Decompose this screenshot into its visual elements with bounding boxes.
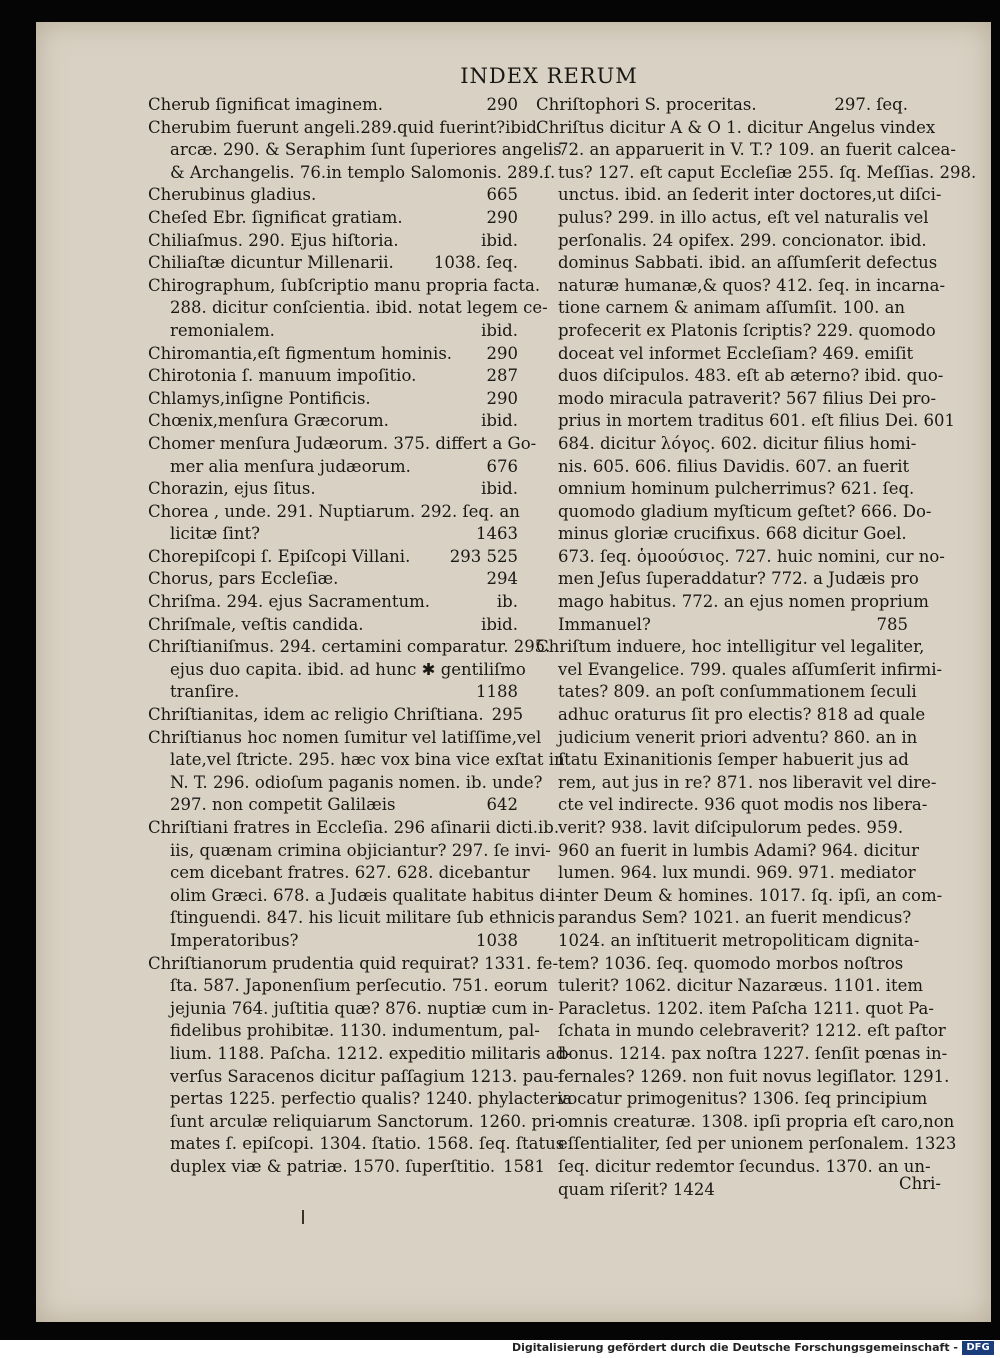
entry-text: tates? 809. an poſt conſummationem ſeculi xyxy=(558,682,917,702)
entry-text: tem? 1036. ſeq. quomodo morbos noſtros xyxy=(558,953,904,973)
index-line xyxy=(536,162,977,185)
entry-text: duplex viæ & patriæ. 1570. ſuperſtitio. xyxy=(170,1156,496,1176)
entry-text: mer alia menſura judæorum. xyxy=(170,456,411,476)
page-reference: ibid. xyxy=(481,320,518,340)
entry-text: late,vel ſtricte. 295. hæc vox bina vice exſtat in xyxy=(170,750,565,770)
entry-text: Chriſtophori S. proceritas. xyxy=(536,95,757,114)
index-line xyxy=(148,727,542,750)
entry-text: Chiliaſmus. 290. Ejus hiſtoria. xyxy=(148,230,399,250)
index-line xyxy=(536,184,942,207)
index-entry xyxy=(148,614,518,637)
index-entry xyxy=(148,953,573,1179)
index-line xyxy=(536,297,908,320)
entry-text: ſta. 587. Japonenſium perſecutio. 751. eorum xyxy=(170,976,548,996)
page-reference: 287 xyxy=(486,366,518,386)
entry-text: Chriſtus dicitur A & O 1. dicitur Angelus vindex xyxy=(536,117,936,137)
entry-text: mates ſ. epiſcopi. 1304. ſtatio. 1568. ſeq. ſtatus xyxy=(170,1134,565,1154)
index-entry xyxy=(148,433,537,478)
entry-text: Chorazin, ejus ſitus. xyxy=(148,479,316,499)
entry-text: rem, aut jus in re? 871. nos liberavit vel dire- xyxy=(558,772,937,792)
index-line xyxy=(148,998,554,1021)
index-line xyxy=(536,501,932,524)
index-entry xyxy=(148,117,562,185)
index-entry xyxy=(536,94,908,117)
entry-text: Chriſtianitas, idem ac religio Chriſtiana. xyxy=(148,705,484,725)
index-entry xyxy=(148,94,518,117)
index-entry xyxy=(148,727,565,817)
book-page xyxy=(36,22,991,1322)
index-line xyxy=(148,907,556,930)
entry-text: pertas 1225. perfectio qualis? 1240. phylacteria xyxy=(170,1089,573,1109)
index-entry xyxy=(148,230,518,253)
entry-text: fernales? 1269. non fuit novus legiſlator. 1291. xyxy=(558,1066,950,1086)
index-line xyxy=(148,1020,540,1043)
index-line xyxy=(536,1088,928,1111)
page-reference: 1581 xyxy=(503,1156,546,1176)
entry-text: Paracletus. 1202. item Paſcha 1211. quot Pa- xyxy=(558,998,934,1018)
index-line xyxy=(536,94,908,117)
entry-text: tranſire. xyxy=(170,682,240,702)
index-line xyxy=(536,230,927,253)
entry-text: minus gloriæ crucifixus. 668 dicitur Goel. xyxy=(558,524,907,544)
entry-text: Chriſma. 294. ejus Sacramentum. xyxy=(148,592,430,612)
index-line xyxy=(148,659,526,682)
index-line xyxy=(536,998,934,1021)
index-line xyxy=(536,930,920,953)
entry-text: Chriſtianus hoc nomen ſumitur vel latiſſime,vel xyxy=(148,727,542,747)
index-line xyxy=(536,252,938,275)
index-entry xyxy=(148,501,518,546)
index-line xyxy=(536,388,937,411)
entry-text: ejus duo capita. ibid. ad hunc ✱ gentiliſmo xyxy=(170,659,526,679)
entry-text: & Archangelis. 76.in templo Salomonis. 289.ſ. xyxy=(170,162,556,182)
index-line xyxy=(148,1088,573,1111)
entry-text: bonus. 1214. pax noſtra 1227. ſenſit pœnas in- xyxy=(558,1043,948,1063)
entry-text: inter Deum & homines. 1017. ſq. ipſi, an com- xyxy=(558,885,943,905)
index-entry xyxy=(148,252,518,275)
index-line xyxy=(148,1156,546,1179)
index-line xyxy=(148,478,518,501)
index-line xyxy=(536,885,943,908)
catchword: Chri- xyxy=(899,1174,941,1193)
index-line xyxy=(536,862,916,885)
page-reference: 642 xyxy=(486,795,518,815)
index-line xyxy=(148,885,561,908)
index-line xyxy=(148,410,518,433)
page-reference: 290 xyxy=(486,95,518,114)
index-entry xyxy=(148,275,548,343)
index-entry xyxy=(148,365,518,388)
page-reference: 293 525 xyxy=(449,546,518,566)
index-line xyxy=(536,659,943,682)
index-line xyxy=(148,343,518,366)
entry-text: fidelibus prohibitæ. 1130. indumentum, pal- xyxy=(170,1021,540,1041)
entry-text: naturæ humanæ,& quos? 412. ſeq. in incarna- xyxy=(558,275,946,295)
page-reference: 290 xyxy=(486,343,518,363)
entry-text: Chorea , unde. 291. Nuptiarum. 292. ſeq. an xyxy=(148,501,520,521)
index-entry xyxy=(148,343,518,366)
entry-text: Chirographum, ſubſcriptio manu propria facta. xyxy=(148,275,541,295)
entry-text: Chorus, pars Eccleſiæ. xyxy=(148,569,339,589)
index-entry xyxy=(148,704,524,727)
entry-text: pulus? 299. in illo actus, eſt vel naturalis vel xyxy=(558,207,929,227)
index-line xyxy=(148,817,560,840)
index-entry xyxy=(536,117,977,637)
entry-text: cem dicebant fratres. 627. 628. dicebantur xyxy=(170,863,530,883)
index-line xyxy=(536,139,956,162)
index-line xyxy=(148,94,518,117)
entry-text: Chiliaſtæ dicuntur Millenarii. xyxy=(148,253,394,273)
index-entry xyxy=(148,591,518,614)
index-line xyxy=(148,636,551,659)
page-reference: 290 xyxy=(486,207,518,227)
index-entry xyxy=(148,388,518,411)
entry-text: omnis creaturæ. 1308. ipſi propria eſt caro,non xyxy=(558,1111,955,1131)
index-line xyxy=(536,975,923,998)
index-line xyxy=(148,230,518,253)
entry-text: ſtinguendi. 847. his licuit militare ſub ethnicis xyxy=(170,908,556,928)
entry-text: Chiromantia,eſt figmentum hominis. xyxy=(148,343,453,363)
index-line xyxy=(148,568,518,591)
entry-text: iis, quænam crimina objiciantur? 297. ſe invi- xyxy=(170,840,551,860)
page-reference: 297. ſeq. xyxy=(834,95,908,114)
entry-text: Imperatoribus? xyxy=(170,930,299,950)
entry-text: 1024. an inſtituerit metropoliticam dignita- xyxy=(558,930,920,950)
index-line xyxy=(148,953,559,976)
entry-text: quam riſerit? 1424 xyxy=(558,1179,715,1199)
index-line xyxy=(148,681,518,704)
entry-text: Chorepiſcopi ſ. Epiſcopi Villani. xyxy=(148,546,411,566)
index-line xyxy=(536,365,944,388)
index-line xyxy=(148,794,518,817)
page-reference: ibid. xyxy=(481,614,518,634)
entry-text: perſonalis. 24 opifex. 299. concionator. ibid. xyxy=(558,230,927,250)
index-line xyxy=(536,546,945,569)
index-line xyxy=(536,433,917,456)
entry-text: Chriſtum induere, hoc intelligitur vel legaliter, xyxy=(536,637,925,657)
page-reference: 1188 xyxy=(476,682,518,702)
index-line xyxy=(536,1133,957,1156)
index-column-right xyxy=(536,94,977,1201)
index-line xyxy=(148,117,543,140)
index-line xyxy=(536,1020,946,1043)
index-line xyxy=(148,139,562,162)
entry-text: parandus Sem? 1021. an fuerit mendicus? xyxy=(558,908,912,928)
index-line xyxy=(148,862,530,885)
entry-text: ſchata in mundo celebraverit? 1212. eſt paſtor xyxy=(558,1021,946,1041)
entry-text: Chlamys,inſigne Pontificis. xyxy=(148,388,371,408)
index-line xyxy=(148,433,537,456)
entry-text: doceat vel informet Eccleſiam? 469. emiſit xyxy=(558,343,914,363)
dfg-logo: DFG xyxy=(962,1341,994,1355)
page-reference: ibid. xyxy=(481,230,518,250)
index-line xyxy=(148,501,518,524)
entry-text: verit? 938. lavit diſcipulorum pedes. 959. xyxy=(558,818,904,837)
index-entry xyxy=(536,636,957,1201)
index-line xyxy=(536,772,937,795)
entry-text: licitæ ſint? xyxy=(170,524,260,544)
entry-text: duos diſcipulos. 483. eſt ab æterno? ibid. quo- xyxy=(558,366,944,386)
index-line xyxy=(536,568,919,591)
index-line xyxy=(536,207,929,230)
ink-mark xyxy=(302,1210,304,1224)
entry-text: eſſentialiter, ſed per unionem perſonalem. 1323 xyxy=(558,1134,957,1154)
page-reference: 295 xyxy=(491,705,524,725)
entry-text: Chirotonia ſ. manuum impoſitio. xyxy=(148,366,417,386)
index-line xyxy=(148,614,518,637)
index-line xyxy=(148,772,543,795)
index-line xyxy=(148,388,518,411)
index-line xyxy=(536,320,936,343)
index-line xyxy=(148,591,518,614)
page-reference: 1038. ſeq. xyxy=(433,253,518,273)
index-line xyxy=(148,704,524,727)
index-line xyxy=(148,930,518,953)
index-line xyxy=(536,794,928,817)
entry-text: dominus Sabbati. ibid. an aſſumſerit defectus xyxy=(558,253,938,273)
index-line xyxy=(536,907,912,930)
index-line xyxy=(536,749,908,772)
entry-text: 72. an apparuerit in V. T.? 109. an fuerit calcea- xyxy=(558,140,956,160)
index-line xyxy=(536,117,936,140)
entry-text: Chriſtianorum prudentia quid requirat? 1331. fe- xyxy=(148,953,559,973)
entry-text: Chriſmale, veſtis candida. xyxy=(148,614,364,634)
index-line xyxy=(536,591,929,614)
index-line xyxy=(536,614,908,637)
index-line xyxy=(148,184,518,207)
page-reference: 676 xyxy=(486,456,518,476)
page-reference: 665 xyxy=(486,185,518,205)
entry-text: Cherub ſignificat imaginem. xyxy=(148,95,384,114)
index-line xyxy=(148,365,518,388)
index-line xyxy=(148,1111,561,1134)
index-line xyxy=(148,749,565,772)
index-line xyxy=(536,636,925,659)
index-line xyxy=(536,1066,950,1089)
index-line xyxy=(536,704,926,727)
entry-text: omnium hominum pulcherrimus? 621. ſeq. xyxy=(558,479,915,499)
entry-text: profecerit ex Platonis ſcriptis? 229. quomodo xyxy=(558,320,936,340)
entry-text: nis. 605. 606. filius Davidis. 607. an fuerit xyxy=(558,456,910,476)
entry-text: 684. dicitur λόγος. 602. dicitur filius homi- xyxy=(558,433,917,453)
entry-text: cte vel indirecte. 936 quot modis nos libera- xyxy=(558,795,928,815)
index-line xyxy=(148,207,518,230)
index-line xyxy=(148,523,518,546)
entry-text: 288. dicitur conſcientia. ibid. notat legem ce- xyxy=(170,298,548,318)
entry-text: Chomer menſura Judæorum. 375. differt a Go- xyxy=(148,433,537,453)
entry-text: tulerit? 1062. dicitur Nazaræus. 1101. item xyxy=(558,976,923,996)
page-reference: 1463 xyxy=(476,524,518,544)
index-line xyxy=(536,953,908,976)
index-line xyxy=(536,727,918,750)
index-line xyxy=(536,1156,931,1179)
entry-text: prius in mortem traditus 601. eſt filius Dei. 601 xyxy=(558,411,956,431)
index-line xyxy=(148,840,551,863)
index-line xyxy=(536,681,917,704)
entry-text: tus? 127. eſt caput Eccleſiæ 255. ſq. Meſſias. 298. xyxy=(558,162,977,182)
index-line xyxy=(148,297,548,320)
funding-notice: Digitalisierung gefördert durch die Deutsche Forschungsgemeinschaft - xyxy=(511,1341,958,1354)
index-line xyxy=(148,275,541,298)
index-line xyxy=(148,975,548,998)
index-line xyxy=(148,320,518,343)
index-line xyxy=(148,456,518,479)
entry-text: Cheſed Ebr. ſignificat gratiam. xyxy=(148,207,403,227)
page-reference: ibid. xyxy=(481,411,518,431)
entry-text: ſunt arculæ reliquiarum Sanctorum. 1260. pri- xyxy=(170,1111,561,1131)
entry-text: Immanuel? xyxy=(558,614,651,634)
index-entry xyxy=(148,817,561,953)
entry-text: olim Græci. 678. a Judæis qualitate habitus di- xyxy=(170,885,561,905)
index-line xyxy=(536,456,908,479)
entry-text: Cherubim fuerunt angeli.289.quid fuerint?ibid. xyxy=(148,117,543,137)
entry-text: remonialem. xyxy=(170,320,275,340)
page-reference: ibid. xyxy=(481,479,518,499)
entry-text: Chœnix,menſura Græcorum. xyxy=(148,411,389,431)
entry-text: lumen. 964. lux mundi. 969. 971. mediator xyxy=(558,863,916,883)
index-line xyxy=(536,1043,948,1066)
entry-text: Cherubinus gladius. xyxy=(148,185,317,205)
index-line xyxy=(536,840,920,863)
page-reference: 290 xyxy=(486,388,518,408)
entry-text: Chriſtiani fratres in Eccleſia. 296 aſinarii dicti.ib. xyxy=(148,818,560,837)
entry-text: arcæ. 290. & Seraphim ſunt ſuperiores angelis xyxy=(170,140,562,160)
page-reference: 294 xyxy=(486,569,518,589)
entry-text: N. T. 296. odioſum paganis nomen. ib. unde? xyxy=(170,772,543,792)
entry-text: jejunia 764. juſtitia quæ? 876. nuptiæ cum in- xyxy=(170,998,554,1018)
entry-text: tione carnem & animam aſſumſit. 100. an xyxy=(558,298,906,318)
entry-text: adhuc oraturus ſit pro electis? 818 ad quale xyxy=(558,705,926,725)
entry-text: quomodo gladium myſticum geſtet? 666. Do- xyxy=(558,501,932,521)
index-line xyxy=(536,410,956,433)
entry-text: 297. non competit Galilæis xyxy=(170,795,396,815)
index-line xyxy=(536,1179,908,1202)
index-line xyxy=(536,817,908,840)
index-line xyxy=(536,343,914,366)
entry-text: men Jeſus ſuperaddatur? 772. a Judæis pro xyxy=(558,569,919,589)
index-entry xyxy=(148,568,518,591)
entry-text: mago habitus. 772. an ejus nomen proprium xyxy=(558,592,929,612)
entry-text: ſtatu Exinanitionis ſemper habuerit jus ad xyxy=(558,750,909,770)
index-entry xyxy=(148,546,518,569)
index-entry xyxy=(148,207,518,230)
entry-text: 673. ſeq. ὁμοούσιος. 727. huic nomini, cur no- xyxy=(558,546,945,566)
entry-text: 960 an fuerit in lumbis Adami? 964. dicitur xyxy=(558,840,920,860)
index-entry xyxy=(148,184,518,207)
entry-text: vocatur primogenitus? 1306. ſeq principium xyxy=(558,1089,928,1109)
index-line xyxy=(148,162,556,185)
running-head: INDEX RERUM xyxy=(460,64,638,88)
entry-text: modo miracula patraverit? 567 filius Dei pro- xyxy=(558,388,937,408)
index-line xyxy=(148,1133,565,1156)
entry-text: vel Evangelice. 799. quales aſſumſerit infirmi- xyxy=(558,659,943,679)
entry-text: unctus. ibid. an ſederit inter doctores,ut diſci- xyxy=(558,185,942,205)
entry-text: judicium venerit priori adventu? 860. an in xyxy=(558,727,918,747)
index-column-left xyxy=(148,94,573,1179)
entry-text: verſus Saracenos dicitur paſſagium 1213. pau- xyxy=(170,1066,560,1086)
index-line xyxy=(536,275,946,298)
index-line xyxy=(148,1043,572,1066)
page-reference: 785 xyxy=(876,614,908,634)
index-entry xyxy=(148,410,518,433)
entry-text: Chriſtianiſmus. 294. certamini comparatur. 295. xyxy=(148,637,551,657)
index-line xyxy=(148,546,518,569)
index-line xyxy=(536,478,915,501)
entry-text: ſeq. dicitur redemtor ſecundus. 1370. an un- xyxy=(558,1156,931,1176)
entry-text: lium. 1188. Paſcha. 1212. expeditio militaris ad- xyxy=(170,1043,572,1063)
index-line xyxy=(148,252,518,275)
index-line xyxy=(536,523,908,546)
page-reference: ib. xyxy=(496,592,518,612)
index-line xyxy=(148,1066,560,1089)
index-entry xyxy=(148,636,551,704)
index-entry xyxy=(148,478,518,501)
page-reference: 1038 xyxy=(476,930,518,950)
index-line xyxy=(536,1111,955,1134)
